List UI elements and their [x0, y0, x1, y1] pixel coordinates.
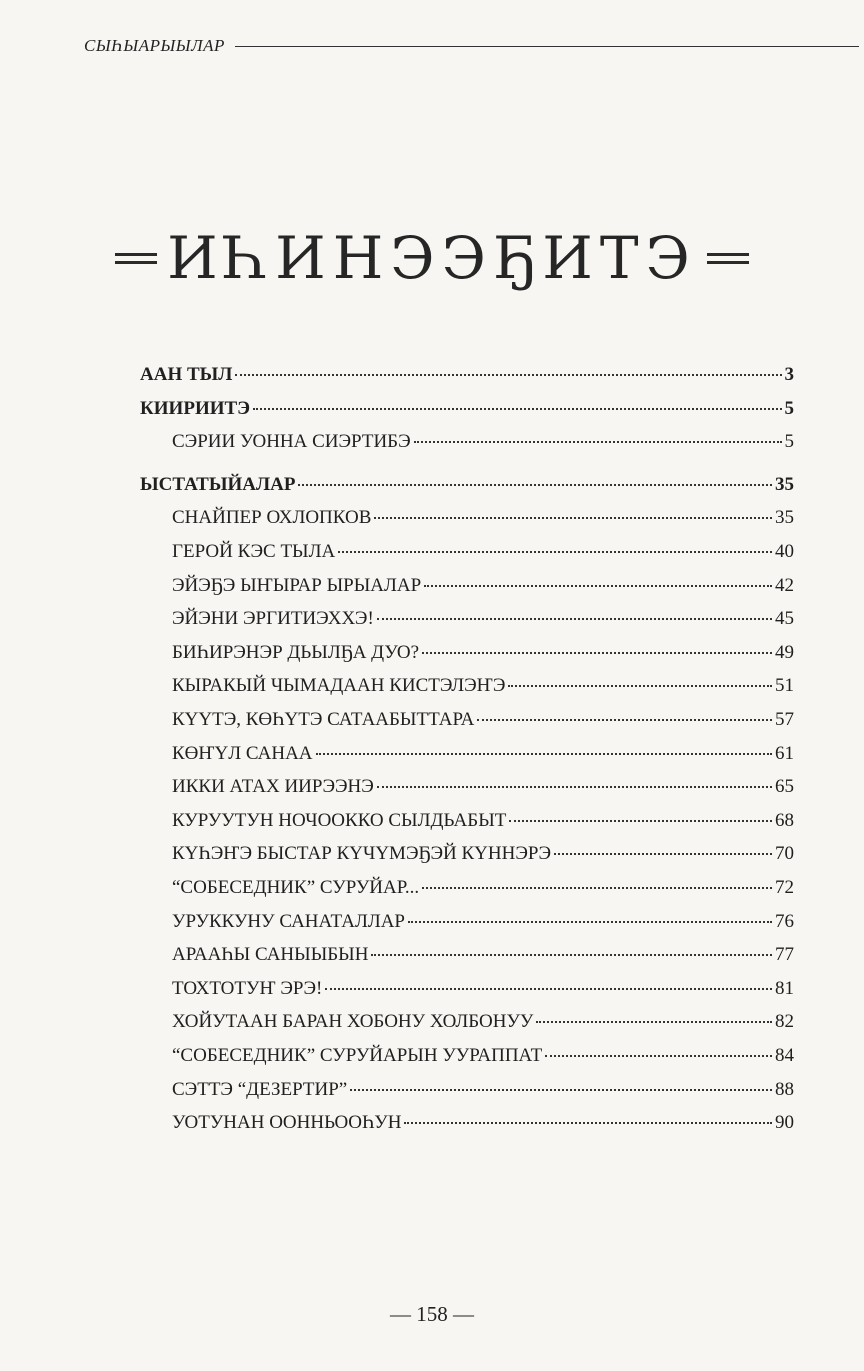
- toc-entry-page: 51: [775, 675, 794, 697]
- toc-entry: [172, 675, 794, 701]
- toc-entry-title: КИИРИИТЭ: [140, 397, 251, 419]
- toc-entry-page: 70: [775, 843, 794, 865]
- toc-entry: [172, 575, 794, 601]
- toc-dot-leader: [350, 1089, 772, 1091]
- toc-dot-leader: [377, 618, 772, 620]
- toc-entry-title: ЭЙЭНИ ЭРГИТИЭХХЭ!: [172, 608, 374, 630]
- toc-entry-page: 68: [775, 809, 794, 831]
- toc-dot-leader: [338, 551, 772, 553]
- toc-dot-leader: [422, 652, 772, 654]
- toc-dot-leader: [536, 1021, 772, 1023]
- toc-dot-leader: [545, 1055, 772, 1057]
- toc-dot-leader: [508, 685, 772, 687]
- toc-entry-page: 88: [775, 1078, 794, 1100]
- toc-entry: [172, 743, 794, 769]
- toc-dot-leader: [509, 820, 772, 822]
- toc-dot-leader: [374, 517, 772, 519]
- toc-entry-title: КУРУУТУН НОЧООККО СЫЛДЬАБЫТ: [172, 809, 507, 831]
- toc-dot-leader: [325, 988, 772, 990]
- toc-entry-title: УРУККУНУ САНАТАЛЛАР: [172, 910, 406, 932]
- toc-entry: [172, 1079, 794, 1105]
- toc-dot-leader: [424, 585, 772, 587]
- toc-entry-title: АРААҺЫ САНЫЫБЫН: [172, 944, 369, 966]
- toc-entry-page: 61: [775, 742, 794, 764]
- toc-entry: [172, 507, 794, 533]
- toc-entry: [172, 1112, 794, 1138]
- toc-dot-leader: [235, 374, 781, 376]
- toc-entry-title: ЫСТАТЫЙАЛАР: [140, 473, 296, 495]
- toc-entry-title: КҮҮТЭ, КӨҺҮТЭ САТААБЫТТАРА: [172, 709, 475, 730]
- toc-dot-leader: [422, 887, 772, 889]
- toc-entry-page: 81: [775, 977, 794, 999]
- toc-dot-leader: [408, 921, 772, 923]
- toc-entry: [172, 944, 794, 970]
- toc-entry-title: СЭРИИ УОННА СИЭРТИБЭ: [172, 431, 411, 453]
- toc-dot-leader: [298, 484, 772, 486]
- toc-entry: [172, 877, 794, 903]
- toc-entry-title: ИККИ АТАХ ИИРЭЭНЭ: [172, 776, 374, 798]
- toc-entry-page: 3: [784, 364, 794, 385]
- toc-dot-leader: [371, 954, 772, 956]
- toc-entry-title: КҮҺЭҤЭ БЫСТАР КҮЧҮМЭҔЭЙ КҮННЭРЭ: [172, 843, 551, 865]
- toc-entry-title: “СОБЕСЕДНИК” СУРУЙАРЫН УУРАППАТ: [172, 1045, 543, 1066]
- toc-entry-page: 57: [775, 709, 794, 730]
- toc-entry-page: 65: [775, 776, 794, 798]
- toc-entry: [172, 709, 794, 735]
- toc-entry-page: 49: [775, 641, 794, 663]
- toc-entry-page: 82: [775, 1011, 794, 1033]
- toc-entry-title: УОТУНАН ООННЬООҺУН: [172, 1112, 402, 1134]
- toc-entry-page: 5: [784, 431, 794, 453]
- toc-entry: [172, 541, 794, 567]
- toc-entry: [172, 608, 794, 634]
- toc-entry-page: 35: [775, 473, 794, 495]
- toc-entry-page: 77: [775, 944, 794, 966]
- toc-dot-leader: [253, 408, 781, 410]
- toc-entry-page: 35: [775, 507, 794, 529]
- toc-entry: [172, 843, 794, 869]
- toc-entry-title: БИҺИРЭНЭР ДЬЫЛҔА ДУО?: [172, 641, 420, 663]
- toc-entry-title: ГЕРОЙ КЭС ТЫЛА: [172, 541, 336, 562]
- toc-entry: [172, 911, 794, 937]
- toc-entry-page: 45: [775, 608, 794, 630]
- toc-entry: [172, 431, 794, 457]
- toc-dot-leader: [377, 786, 772, 788]
- toc-dot-leader: [414, 441, 782, 443]
- running-head-text: СЫҺЫАРЫЫЛАР: [84, 36, 225, 55]
- toc-entry: [172, 1011, 794, 1037]
- toc-entry-title: ААН ТЫЛ: [140, 364, 233, 385]
- toc-entry: [172, 810, 794, 836]
- toc-entry-title: КЫРАКЫЙ ЧЫМАДААН КИСТЭЛЭҤЭ: [172, 675, 506, 697]
- toc-entry-title: ТОХТОТУҤ ЭРЭ!: [172, 977, 323, 999]
- toc-entry-page: 42: [775, 574, 794, 596]
- toc-entry: [140, 474, 794, 500]
- toc-entry-page: 90: [775, 1112, 794, 1134]
- title-text: ИҺИНЭЭҔИТЭ: [167, 224, 697, 292]
- toc-entry-page: 84: [775, 1045, 794, 1066]
- toc-entry: [172, 642, 794, 668]
- toc-entry: [172, 776, 794, 802]
- toc-dot-leader: [554, 853, 772, 855]
- toc-entry: [172, 978, 794, 1004]
- toc-entry-title: СЭТТЭ “ДЕЗЕРТИР”: [172, 1078, 348, 1100]
- toc-entry: [140, 364, 794, 390]
- toc-entry-page: 76: [775, 910, 794, 932]
- toc-entry-page: 5: [784, 397, 794, 419]
- toc-entry-page: 72: [775, 877, 794, 898]
- toc-dot-leader: [477, 719, 772, 721]
- toc-entry-title: “СОБЕСЕДНИК” СУРУЙАР...: [172, 877, 420, 898]
- page-number: — 158 —: [390, 1302, 474, 1326]
- toc-entry-page: 40: [775, 541, 794, 562]
- toc-dot-leader: [316, 753, 772, 755]
- toc-entry-title: КӨҤҮЛ САНАА: [172, 742, 313, 764]
- toc-dot-leader: [404, 1122, 772, 1124]
- toc-entry: [172, 1045, 794, 1071]
- toc-entry-title: СНАЙПЕР ОХЛОПКОВ: [172, 507, 372, 529]
- toc-entry-title: ХОЙУТААН БАРАН ХОБОНУ ХОЛБОНУУ: [172, 1011, 534, 1033]
- toc-entry: [140, 398, 794, 424]
- toc-entry-title: ЭЙЭҔЭ ЫҤЫРАР ЫРЫАЛАР: [172, 574, 422, 596]
